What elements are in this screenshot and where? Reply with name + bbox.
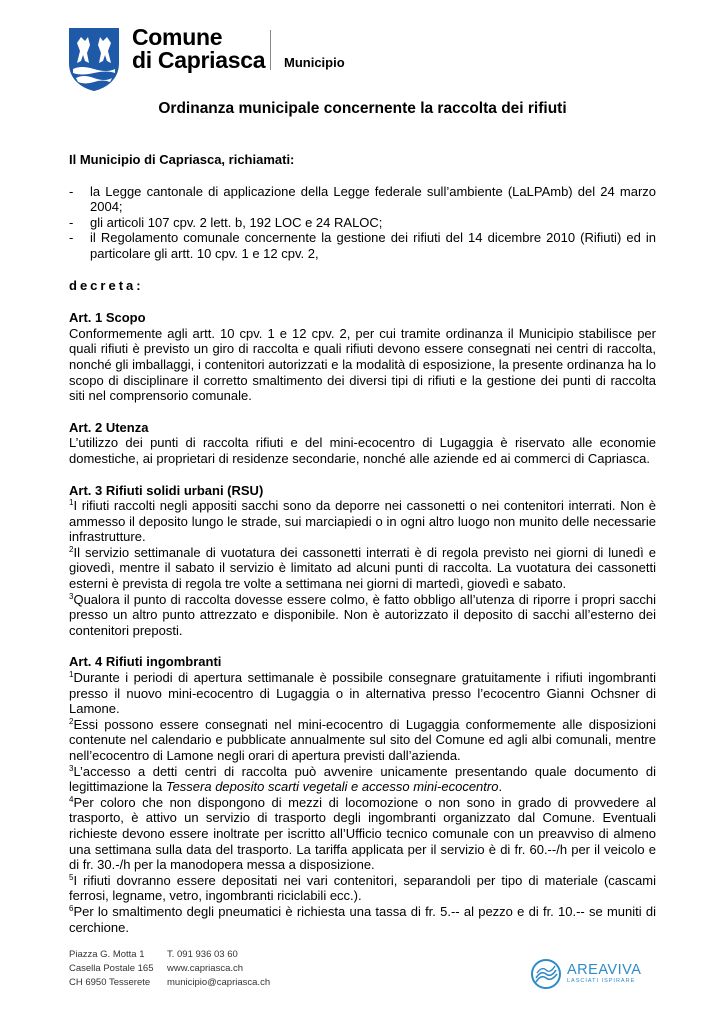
article-4-paragraph-1: $^1$Durante i periodi di apertura settimanale è possibile consegnare gratuitamente i rifiuti ingombranti presso il nuovo mini-ecocentro di Lugaggia o in alternativa presso l’ecocentro Gianni Ochsner di Lamone.	[69, 670, 656, 717]
article-4-paragraph-2: $^2$Essi possono essere consegnati nel mini-ecocentro di Lugaggia conformemente alle disposizioni contenute nel calendario e pubblicate annualmente sul sito del Comune ed agli albi comunali, mentre nell’ecocentro di Lamone negli orari di apertura previsti dall’azienda.	[69, 716, 656, 763]
coat-of-arms-icon	[68, 27, 120, 91]
article-3-paragraph-3: $^3$Qualora il punto di raccolta dovesse essere colmo, è fatto obbligo all’utenza di riporre i propri sacchi presso un altro punto attrezzato e disponibile. Non è autorizzato il deposito di sacchi all’esterno dei contenitori preposti.	[69, 591, 656, 638]
header-divider	[270, 30, 271, 70]
article-3-paragraph-2: $^2$Il servizio settimanale di vuotatura dei cassonetti interrati è di regola previsto nei giorni di lunedì e giovedì, mentre il sabato il servizio è limitato ad alcuni punti di raccolta. La vuotatura dei cassonetti esterni è prevista di regola tre volte a settimana nei giorni di martedì, giovedì e sabato.	[69, 544, 656, 592]
article-4-paragraph-5: $^5$I rifiuti dovranno essere depositati nei vari contenitori, separandoli per tipo di materiale (cascami ferrosi, legname, vetro, ingombranti riciclabili ecc.).	[69, 872, 656, 904]
footer-email-link[interactable]: municipio@capriasca.ch	[167, 977, 271, 988]
list-item: - la Legge cantonale di applicazione della Legge federale sull’ambiente (LaLPAmb) del 24 marzo 2004;	[69, 184, 656, 215]
legal-basis-list	[69, 184, 656, 262]
list-item: - gli articoli 107 cpv. 2 lett. b, 192 LOC e 24 RALOC;	[69, 215, 656, 231]
footer-phone: T. 091 936 03 60	[167, 949, 238, 960]
areaviva-logo-name: AREAVIVA	[567, 962, 642, 978]
article-4-heading: Art. 4 Rifiuti ingombranti	[69, 654, 222, 670]
footer-website-link[interactable]: www.capriasca.ch	[167, 963, 244, 974]
areaviva-logo-tagline: LASCIATI ISPIRARE	[567, 978, 636, 984]
article-1-text: Conformemente agli artt. 10 cpv. 1 e 12 cpv. 2, per cui tramite ordinanza il Municipio stabilisce per quali rifiuti è previsto un giro di raccolta e quali rifiuti devono essere consegnati nei centri di raccolta, nonché gli imballaggi, i contenitori autorizzati e la modalità di esposizione, la presente ordinanza ha lo scopo di disciplinare il corretto smaltimento dei diversi tipi di rifiuti e la gestione dei punti di raccolta siti nel comprensorio comunale.	[69, 325, 656, 404]
article-4-paragraph-6: $^6$Per lo smaltimento degli pneumatici è richiesta una tassa di fr. 5.-- al pezzo e di fr. 10.-- se muniti di cerchione.	[69, 903, 656, 935]
article-1-heading: Art. 1 Scopo	[69, 310, 146, 326]
article-4-paragraph-4: $^4$Per coloro che non dispongono di mezzi di locomozione o non sono in grado di provvedere al trasporto, è attivo un servizio di trasporto degli ingombranti organizzato dal Comune. Eventuali richieste devono essere inoltrate per iscritto all’Ufficio tecnico comunale con un preavviso di almeno una settimana sulla data del trasporto. La tariffa applicata per il servizio è di fr. 60.--/h per il veicolo e di fr. 30.-/h per la manodopera messa a disposizione.	[69, 794, 656, 873]
municipality-name	[132, 26, 265, 72]
brand-line-1: Comune	[132, 24, 223, 50]
document-title: Ordinanza municipale concernente la raccolta dei rifiuti	[158, 100, 567, 117]
document-body	[69, 152, 656, 935]
office-label: Municipio	[284, 55, 345, 70]
footer-address-line: Casella Postale 165	[69, 963, 154, 974]
footer-contact	[167, 948, 270, 990]
footer-address	[69, 948, 154, 990]
article-2-heading: Art. 2 Utenza	[69, 419, 149, 435]
list-item: - il Regolamento comunale concernente la gestione dei rifiuti del 14 dicembre 2010 (Rifiuti) ed in particolare gli artt. 10 cpv. 1 e 12 cpv. 2,	[69, 230, 656, 261]
article-4-paragraph-3: $^3$L’accesso a detti centri di raccolta può avvenire unicamente presentando quale documento di legittimazione la Tessera deposito scarti vegetali e accesso mini-ecocentro.	[69, 763, 656, 795]
decree-label: decreta:	[69, 277, 144, 293]
article-3-heading: Art. 3 Rifiuti solidi urbani (RSU)	[69, 482, 264, 498]
brand-line-2: di Capriasca	[132, 47, 266, 73]
areaviva-logo-icon	[530, 958, 562, 990]
intro-heading: Il Municipio di Capriasca, richiamati:	[69, 152, 295, 167]
footer-address-line: Piazza G. Motta 1	[69, 949, 145, 960]
footer-address-line: CH 6950 Tesserete	[69, 977, 151, 988]
article-3-paragraph-1: $^1$I rifiuti raccolti negli appositi sacchi sono da deporre nei cassonetti o nei contenitori interrati. Non è ammesso il deposito lungo le strade, sui marciapiedi o in ogni altro luogo non munito delle necessarie infrastrutture.	[69, 498, 656, 545]
article-2-text: L’utilizzo dei punti di raccolta rifiuti e del mini-ecocentro di Lugaggia è riservato alle economie domestiche, ai proprietari di residenze secondarie, nonché alle aziende ed ai commerci di Capriasca.	[69, 435, 656, 466]
